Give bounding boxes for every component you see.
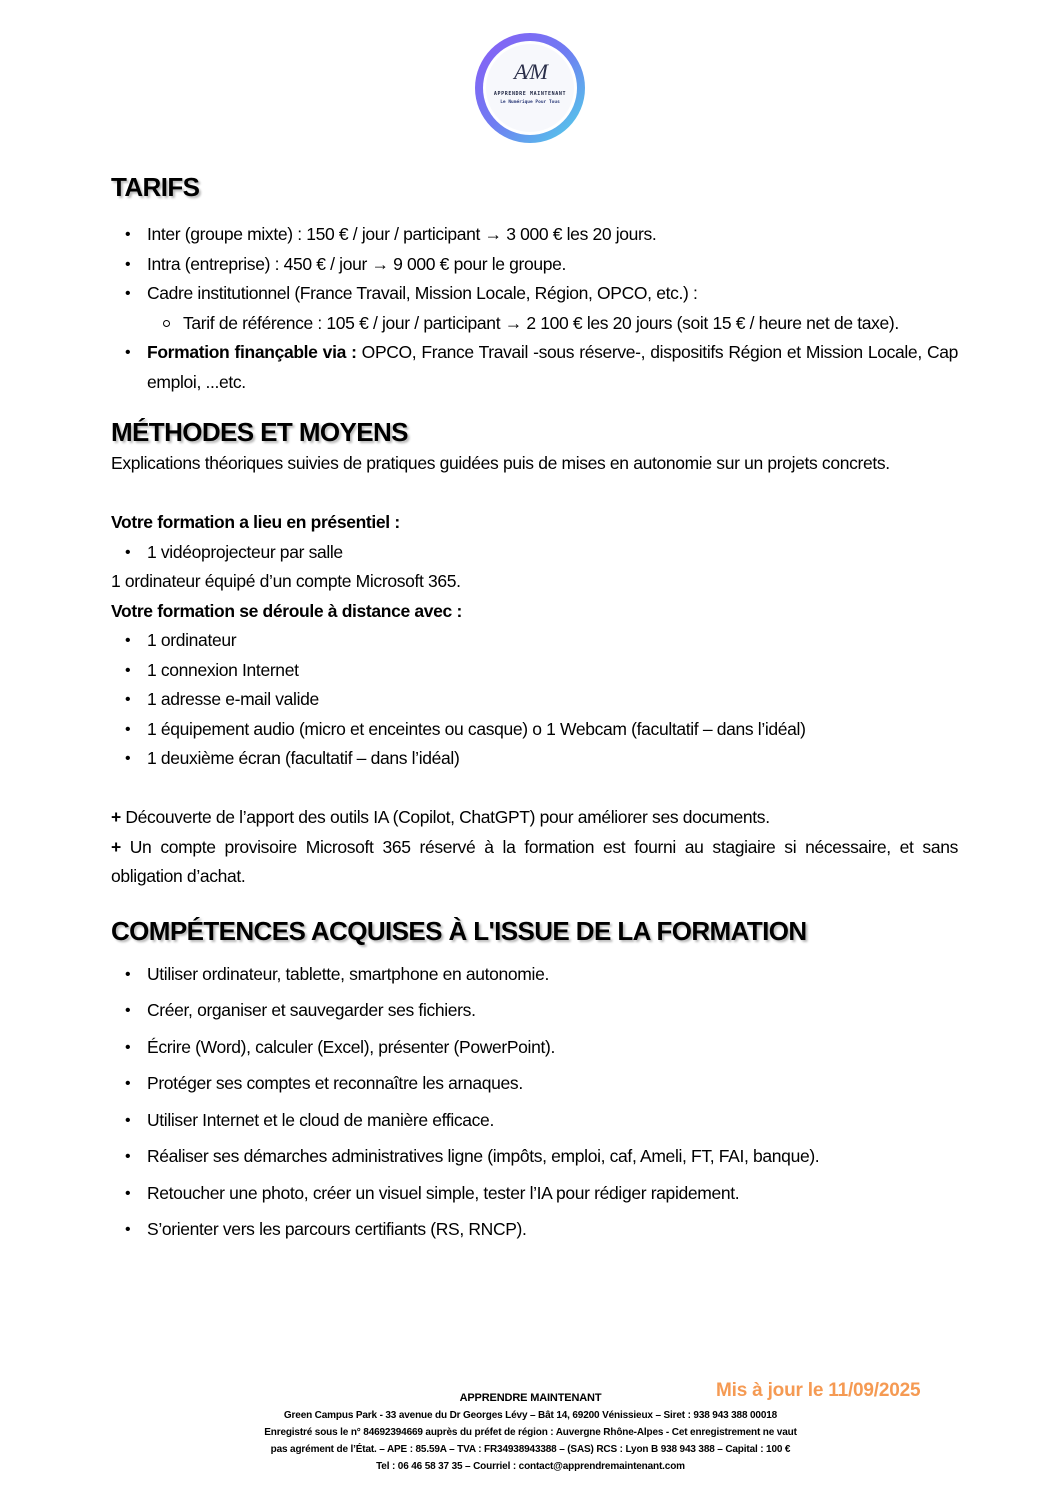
logo-monogram: A/M — [514, 59, 546, 84]
company-logo — [471, 29, 589, 147]
list-item-text: S’orienter vers les parcours certifiants (RS, RNCP). — [147, 1219, 527, 1239]
list-item-text: Réaliser ses démarches administratives ligne (impôts, emploi, caf, Ameli, FT, FAI, banque). — [147, 1146, 820, 1166]
sub-list — [147, 309, 958, 339]
section-title-methodes: MÉTHODES ET MOYENS — [111, 417, 408, 447]
list-item — [111, 1215, 958, 1245]
list-item — [111, 1069, 958, 1099]
document-body — [111, 170, 958, 1252]
list-item — [111, 626, 958, 656]
list-item-text: Utiliser Internet et le cloud de manière efficace. — [147, 1109, 494, 1130]
competences-list — [111, 960, 958, 1245]
presentiel-list — [111, 538, 958, 568]
list-item — [111, 656, 958, 686]
list-item-text: OPCO, France Travail -sous réserve-, dispositifs Région et Mission Locale, Cap emploi, ...etc. — [147, 342, 958, 392]
list-item — [111, 538, 958, 568]
list-item — [111, 279, 958, 338]
distance-label: Votre formation se déroule à distance avec : — [111, 600, 462, 621]
logo-tagline: Le Numérique Pour Tous — [500, 100, 560, 105]
footer-company-name: APPRENDRE MAINTENANT — [459, 1392, 602, 1404]
section-title-tarifs: TARIFS — [111, 172, 200, 202]
page-footer — [200, 1390, 861, 1475]
list-item — [111, 744, 958, 774]
list-item — [111, 996, 958, 1026]
logo-brand: APPRENDRE MAINTENANT — [493, 91, 567, 97]
list-item-text: 1 ordinateur — [147, 630, 237, 650]
plus-icon: + — [111, 807, 121, 827]
presentiel-label: Votre formation a lieu en présentiel : — [111, 512, 400, 532]
list-item — [111, 715, 958, 745]
sub-list-item — [147, 309, 958, 339]
list-item-text: Cadre institutionnel (France Travail, Mission Locale, Région, OPCO, etc.) : — [147, 283, 698, 303]
last-updated-date: Mis à jour le 11/09/2025 — [716, 1380, 921, 1401]
list-item — [111, 220, 958, 250]
footer-contact-line: Tel : 06 46 58 37 35 – Courriel : contact@apprendremaintenant.com — [376, 1461, 685, 1472]
list-item — [111, 685, 958, 715]
list-item — [111, 1106, 958, 1136]
list-item-text: 1 deuxième écran (facultatif – dans l’idéal) — [147, 748, 460, 768]
tarifs-list — [111, 220, 958, 397]
plus-icon: + — [111, 836, 121, 857]
presentiel-extra: 1 ordinateur équipé d’un compte Microsoft 365. — [111, 571, 461, 591]
list-item — [111, 1033, 958, 1063]
list-item-text: Inter (groupe mixte) : 150 € / jour / participant → 3 000 € les 20 jours. — [147, 224, 657, 244]
logo-ring-icon — [471, 29, 589, 147]
note-text: Un compte provisoire Microsoft 365 réservé à la formation est fourni au stagiaire si nécessaire, et sans obligation d’achat. — [111, 836, 958, 886]
note-ia — [111, 803, 958, 833]
list-item-text: Tarif de référence : 105 € / jour / participant → 2 100 € les 20 jours (soit 15 € / heure net de taxe). — [183, 312, 899, 333]
list-item — [111, 338, 958, 397]
list-item-text: Intra (entreprise) : 450 € / jour → 9 000 € pour le groupe. — [147, 253, 567, 274]
distance-list — [111, 626, 958, 774]
list-item-text: 1 vidéoprojecteur par salle — [147, 541, 343, 562]
list-item-text: 1 adresse e-mail valide — [147, 689, 319, 709]
list-item-text: Protéger ses comptes et reconnaître les arnaques. — [147, 1073, 523, 1093]
list-item — [111, 250, 958, 280]
methodes-intro: Explications théoriques suivies de pratiques guidées puis de mises en autonomie sur un projets concrets. — [111, 453, 890, 473]
list-item — [111, 1179, 958, 1209]
list-item-text: Créer, organiser et sauvegarder ses fichiers. — [147, 1000, 476, 1020]
list-item-text: Utiliser ordinateur, tablette, smartphone en autonomie. — [147, 963, 549, 984]
footer-registration-line: Enregistré sous le n° 84692394669 auprès du préfet de région : Auvergne Rhône-Alpes - Cet enregistrement ne vaut — [264, 1427, 797, 1438]
note-text: Découverte de l’apport des outils IA (Copilot, ChatGPT) pour améliorer ses documents. — [120, 807, 770, 827]
list-item-text: 1 connexion Internet — [147, 659, 299, 680]
footer-legal-line: pas agrément de l’État. – APE : 85.59A – TVA : FR34938943388 – (SAS) RCS : Lyon B 938 943 388 – Capital : 100 € — [270, 1444, 791, 1455]
list-item-text: 1 équipement audio (micro et enceintes ou casque) o 1 Webcam (facultatif – dans l’idéal) — [147, 718, 806, 739]
footer-address-line: Green Campus Park - 33 avenue du Dr Georges Lévy – Bât 14, 69200 Vénissieux – Siret : 938 943 388 00018 — [283, 1410, 778, 1421]
list-item-text: Écrire (Word), calculer (Excel), présenter (PowerPoint). — [147, 1036, 555, 1057]
list-item — [111, 960, 958, 990]
section-title-competences: COMPÉTENCES ACQUISES À L'ISSUE DE LA FORMATION — [111, 915, 807, 946]
list-item-text: Retoucher une photo, créer un visuel simple, tester l’IA pour rédiger rapidement. — [147, 1182, 740, 1203]
list-item — [111, 1142, 958, 1172]
note-microsoft-account — [111, 833, 958, 892]
list-item-label: Formation finançable via : — [147, 342, 357, 362]
